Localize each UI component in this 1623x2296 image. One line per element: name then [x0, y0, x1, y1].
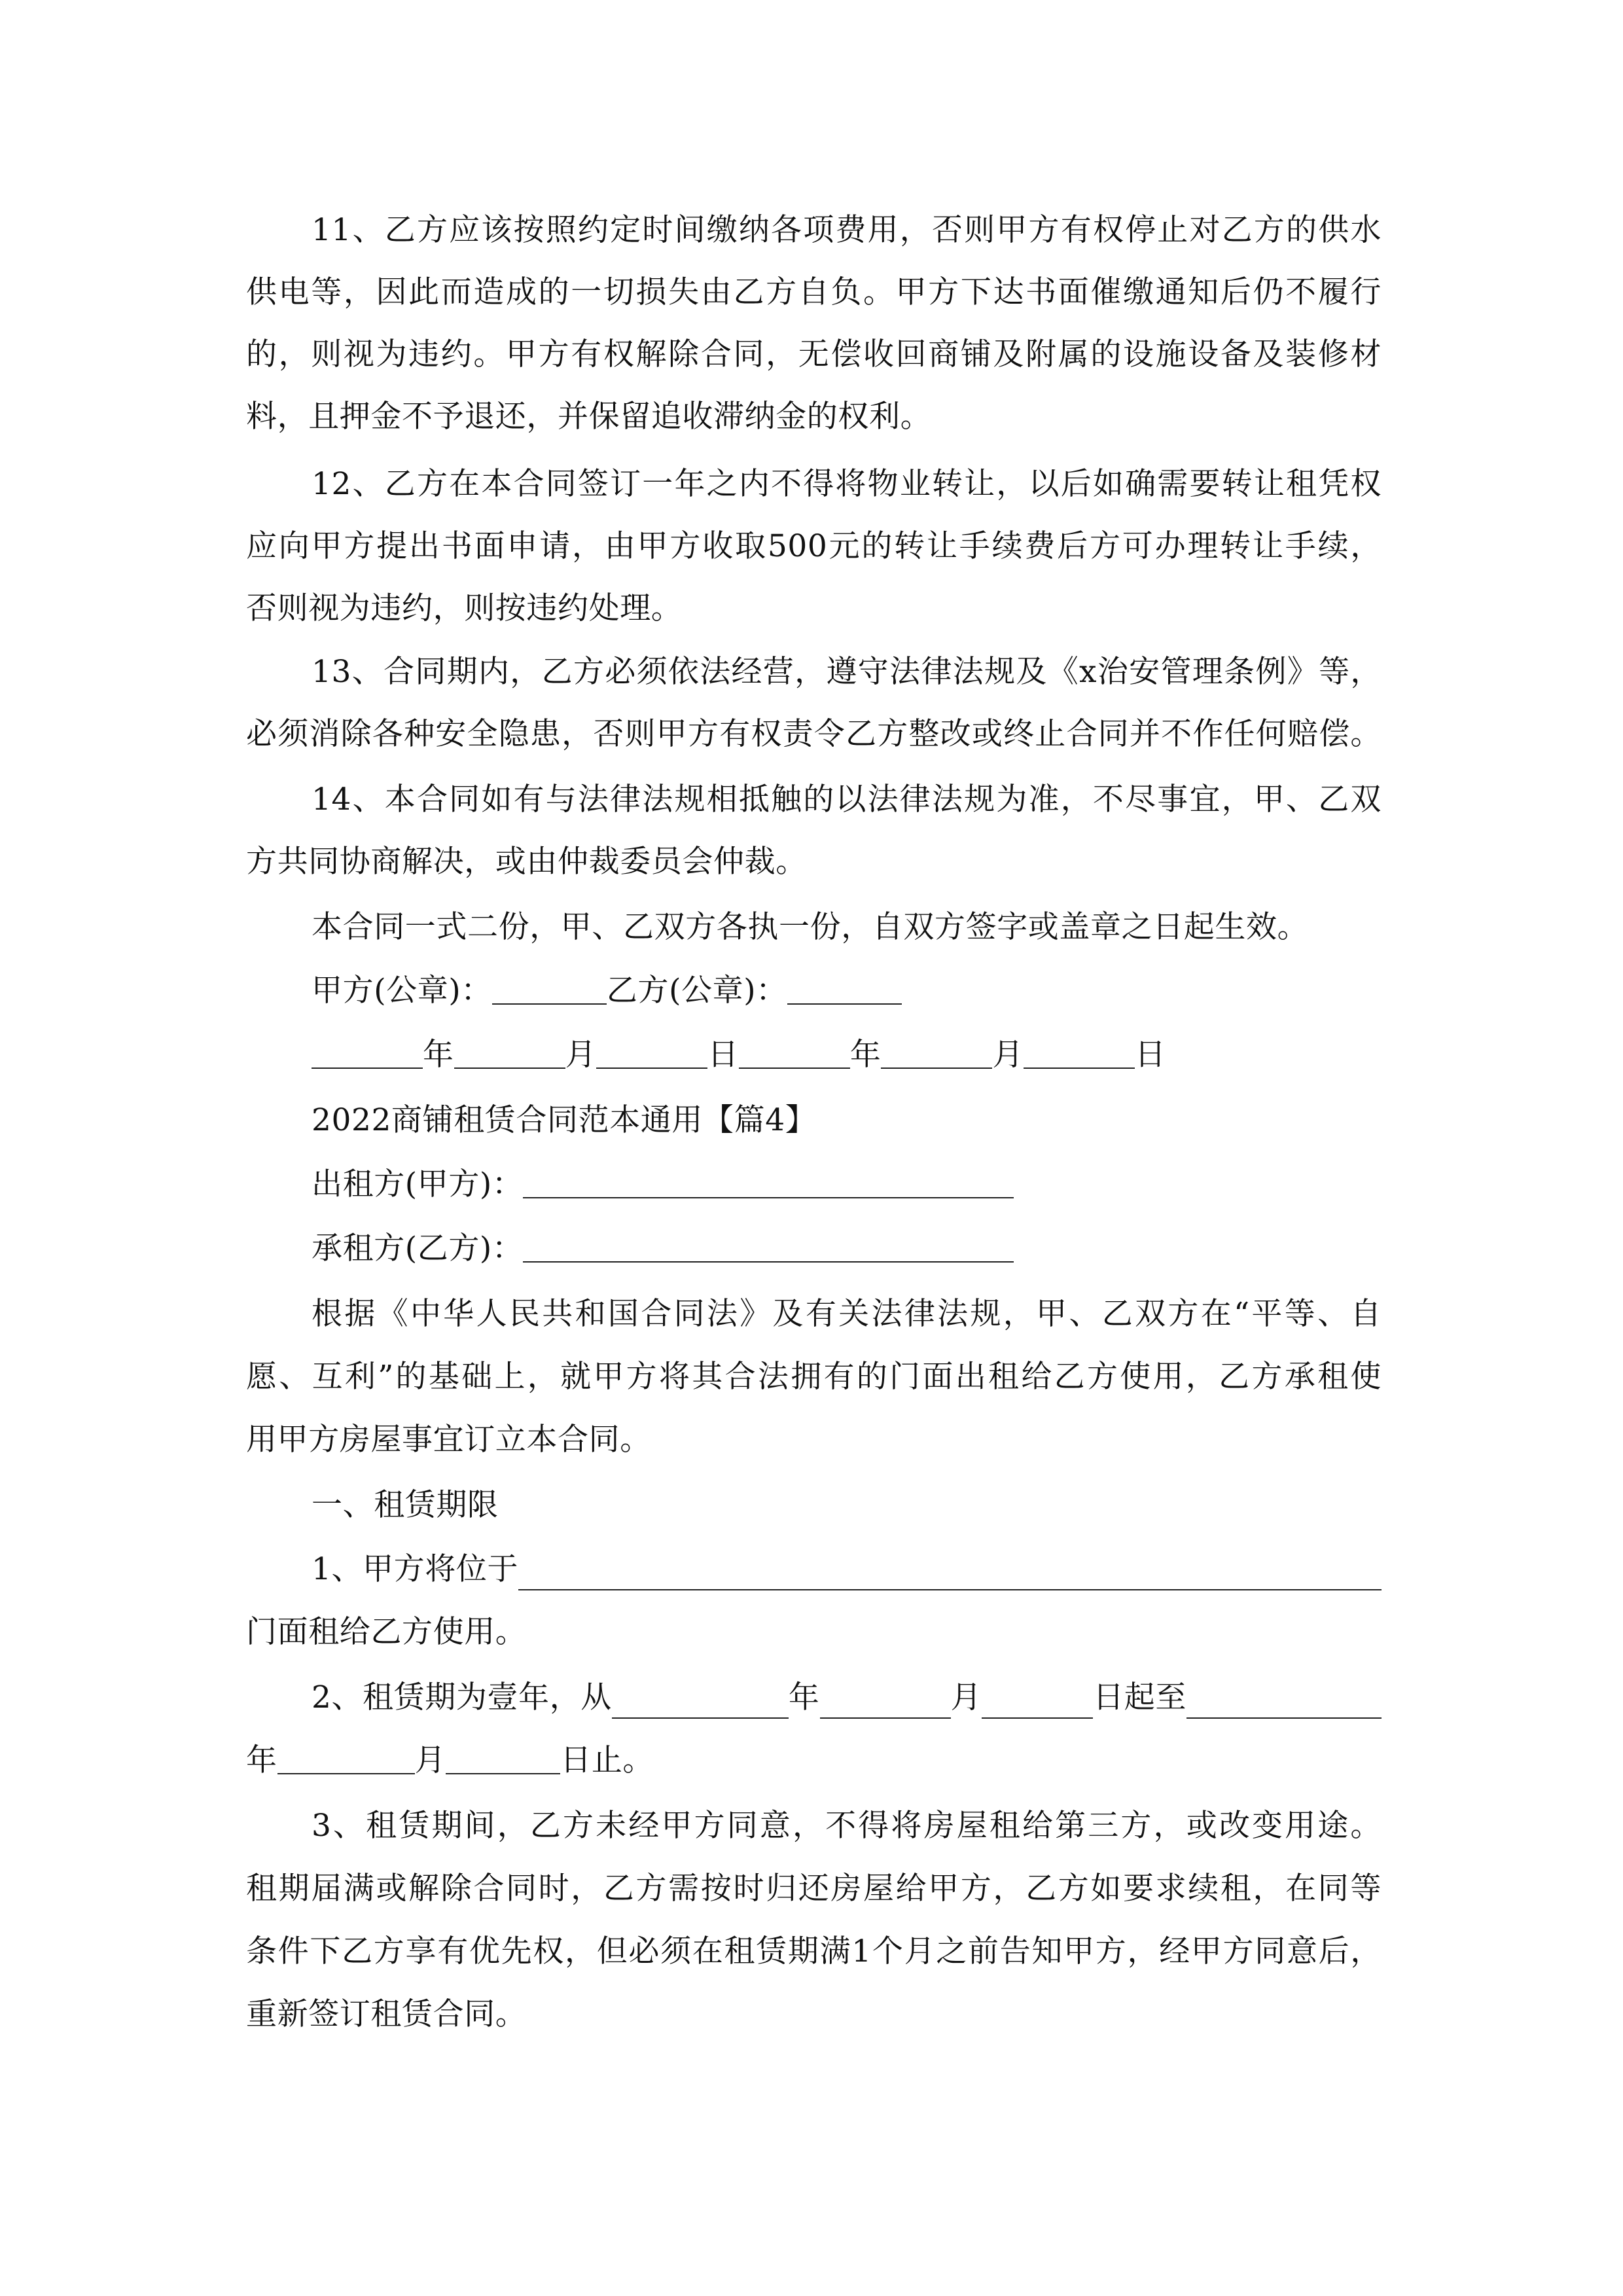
- item-1-row: [312, 1549, 1382, 1590]
- year-label: 年: [788, 1679, 820, 1715]
- day-label: 日: [707, 1037, 739, 1073]
- month-label: 月: [565, 1037, 597, 1073]
- clause-14-line-1: 14、本合同如有与法律法规相抵触的以法律法规为准，不尽事宜，甲、乙双: [312, 781, 1382, 817]
- lessor-label: 出租方(甲方)：: [312, 1166, 524, 1202]
- start-year-blank[interactable]: [612, 1689, 789, 1719]
- shop-location-blank[interactable]: [518, 1560, 1382, 1590]
- item-3-line-1: 3、租赁期间，乙方未经甲方同意，不得将房屋租给第三方，或改变用途。: [312, 1808, 1382, 1844]
- date-a-month-blank[interactable]: [454, 1039, 565, 1069]
- clause-13-line-1: 13、合同期内，乙方必须依法经营，遵守法律法规及《x治安管理条例》等，: [312, 654, 1382, 690]
- lessor-row: [312, 1164, 1382, 1206]
- item-2-end-text: 日止。: [560, 1742, 654, 1778]
- clause-13-line-2: 必须消除各种安全隐患，否则甲方有权责令乙方整改或终止合同并不作任何赔偿。: [246, 716, 1382, 752]
- item-2-prefix: 2、租赁期为壹年，从: [312, 1679, 612, 1715]
- month-label: 月: [992, 1037, 1024, 1073]
- item-2-from-text: 日起至: [1093, 1679, 1186, 1715]
- year-label: 年: [423, 1037, 454, 1073]
- party-b-seal-label: 乙方(公章)：: [606, 973, 787, 1009]
- copies-clause: 本合同一式二份，甲、乙双方各执一份，自双方签字或盖章之日起生效。: [312, 909, 1309, 945]
- signature-row: [312, 970, 1382, 1012]
- party-a-seal-blank[interactable]: [492, 975, 607, 1005]
- signature-dates-row: [312, 1034, 1382, 1076]
- clause-11-line-4: 料，且押金不予退还，并保留追收滞纳金的权利。: [246, 399, 932, 435]
- start-day-blank[interactable]: [982, 1689, 1093, 1719]
- clause-11-line-1: 11、乙方应该按照约定时间缴纳各项费用，否则甲方有权停止对乙方的供水: [312, 212, 1382, 248]
- year-label: 年: [849, 1037, 882, 1073]
- day-label: 日: [1135, 1037, 1166, 1073]
- date-a-day-blank[interactable]: [596, 1039, 707, 1069]
- start-month-blank[interactable]: [820, 1689, 951, 1719]
- date-b-month-blank[interactable]: [881, 1039, 992, 1069]
- party-b-seal-blank[interactable]: [787, 975, 902, 1005]
- year-label: 年: [246, 1742, 277, 1778]
- party-a-seal-label: 甲方(公章)：: [312, 973, 492, 1009]
- clause-11-line-3: 的，则视为违约。甲方有权解除合同，无偿收回商铺及附属的设施设备及装修材: [246, 336, 1382, 372]
- date-b-year-blank[interactable]: [739, 1039, 850, 1069]
- clause-14-line-2: 方共同协商解决，或由仲裁委员会仲裁。: [246, 844, 807, 880]
- lessor-blank[interactable]: [523, 1168, 1014, 1198]
- date-a-year-blank[interactable]: [312, 1039, 423, 1069]
- section-title: 2022商铺租赁合同范本通用【篇4】: [312, 1102, 817, 1138]
- clause-11-line-2: 供电等，因此而造成的一切损失由乙方自负。甲方下达书面催缴通知后仍不履行: [246, 274, 1382, 310]
- lessee-blank[interactable]: [523, 1232, 1014, 1263]
- item-3-line-3: 条件下乙方享有优先权，但必须在租赁期满1个月之前告知甲方，经甲方同意后，: [246, 1933, 1382, 1969]
- preamble-line-1: 根据《中华人民共和国合同法》及有关法律法规，甲、乙双方在“平等、自: [312, 1296, 1382, 1332]
- end-month-blank[interactable]: [277, 1744, 415, 1774]
- item-3-line-4: 重新签订租赁合同。: [246, 1996, 527, 2032]
- chapter-1-heading: 一、租赁期限: [312, 1487, 499, 1523]
- lessee-label: 承租方(乙方)：: [312, 1230, 524, 1266]
- preamble-line-3: 用甲方房屋事宜订立本合同。: [246, 1422, 651, 1458]
- end-year-blank-a[interactable]: [1186, 1689, 1382, 1719]
- clause-12-line-2: 应向甲方提出书面申请，由甲方收取500元的转让手续费后方可办理转让手续，: [246, 528, 1382, 564]
- item-2-continuation: [246, 1740, 1382, 1782]
- clause-12-line-3: 否则视为违约，则按违约处理。: [246, 590, 683, 626]
- end-day-blank[interactable]: [446, 1744, 560, 1774]
- month-label: 月: [414, 1742, 446, 1778]
- item-2-row: [312, 1677, 1382, 1719]
- lessee-row: [312, 1228, 1382, 1270]
- item-1-continuation: 门面租给乙方使用。: [246, 1614, 527, 1650]
- item-3-line-2: 租期届满或解除合同时，乙方需按时归还房屋给甲方，乙方如要求续租，在同等: [246, 1871, 1382, 1907]
- item-1-prefix: 1、甲方将位于: [312, 1551, 519, 1587]
- clause-12-line-1: 12、乙方在本合同签订一年之内不得将物业转让，以后如确需要转让租凭权: [312, 466, 1382, 502]
- month-label: 月: [950, 1679, 982, 1715]
- date-b-day-blank[interactable]: [1024, 1039, 1135, 1069]
- preamble-line-2: 愿、互利”的基础上，就甲方将其合法拥有的门面出租给乙方使用，乙方承租使: [246, 1359, 1382, 1395]
